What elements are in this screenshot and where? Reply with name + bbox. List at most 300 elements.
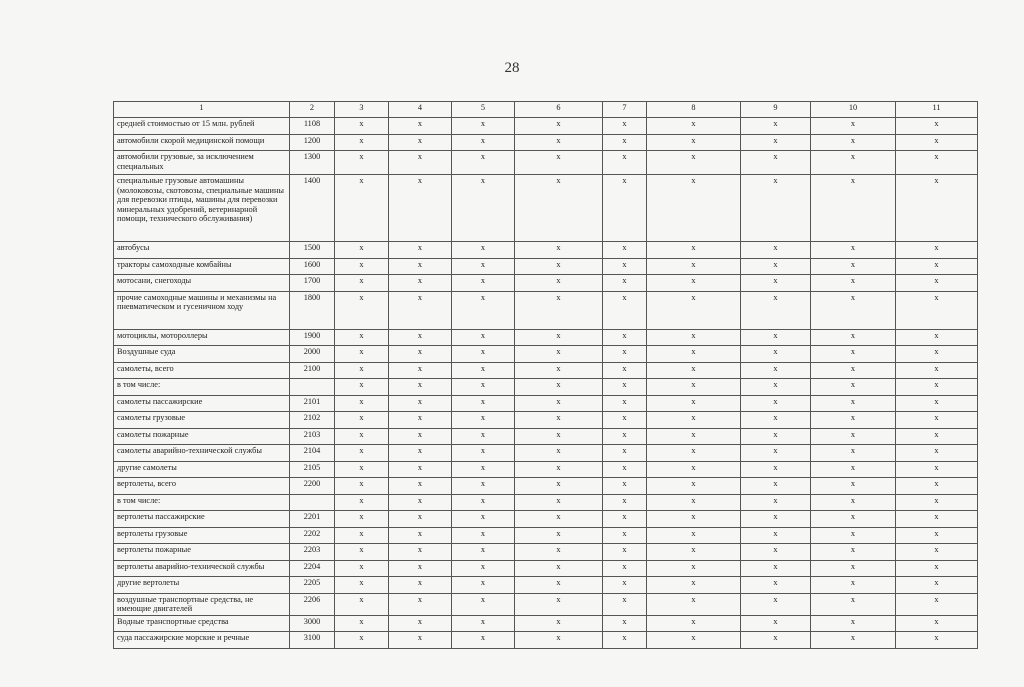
cell-x: x	[389, 412, 452, 429]
cell-x: x	[811, 362, 896, 379]
row-code: 2000	[290, 346, 335, 363]
row-name: автомобили скорой медицинской помощи	[114, 134, 290, 151]
cell-x: x	[389, 362, 452, 379]
cell-x: x	[389, 615, 452, 632]
cell-x: x	[389, 275, 452, 292]
cell-x: x	[603, 395, 647, 412]
row-name: воздушные транспортные средства, не имеющие двигателей	[114, 593, 290, 615]
row-code: 2206	[290, 593, 335, 615]
table-row	[114, 412, 978, 429]
column-header-6: 6	[515, 102, 603, 118]
cell-x: x	[896, 395, 978, 412]
column-header-4: 4	[389, 102, 452, 118]
row-code	[290, 379, 335, 396]
cell-x: x	[452, 395, 515, 412]
cell-x: x	[515, 461, 603, 478]
cell-x: x	[389, 428, 452, 445]
cell-x: x	[647, 118, 741, 135]
cell-x: x	[741, 379, 811, 396]
cell-x: x	[811, 428, 896, 445]
cell-x: x	[603, 258, 647, 275]
cell-x: x	[603, 544, 647, 561]
cell-x: x	[515, 329, 603, 346]
cell-x: x	[896, 560, 978, 577]
column-header-10: 10	[811, 102, 896, 118]
cell-x: x	[603, 511, 647, 528]
cell-x: x	[335, 511, 389, 528]
cell-x: x	[811, 412, 896, 429]
cell-x: x	[335, 329, 389, 346]
row-code: 2104	[290, 445, 335, 462]
row-name: самолеты грузовые	[114, 412, 290, 429]
cell-x: x	[811, 329, 896, 346]
cell-x: x	[515, 615, 603, 632]
cell-x: x	[811, 615, 896, 632]
cell-x: x	[452, 511, 515, 528]
cell-x: x	[896, 412, 978, 429]
cell-x: x	[603, 291, 647, 329]
table-row	[114, 275, 978, 292]
cell-x: x	[896, 494, 978, 511]
cell-x: x	[335, 527, 389, 544]
cell-x: x	[335, 346, 389, 363]
cell-x: x	[452, 577, 515, 594]
cell-x: x	[741, 593, 811, 615]
row-code: 2103	[290, 428, 335, 445]
table-row	[114, 461, 978, 478]
row-code: 1800	[290, 291, 335, 329]
cell-x: x	[335, 445, 389, 462]
cell-x: x	[811, 118, 896, 135]
cell-x: x	[335, 560, 389, 577]
cell-x: x	[896, 428, 978, 445]
row-name: Воздушные суда	[114, 346, 290, 363]
cell-x: x	[741, 412, 811, 429]
column-header-7: 7	[603, 102, 647, 118]
cell-x: x	[647, 593, 741, 615]
cell-x: x	[811, 593, 896, 615]
row-name: Водные транспортные средства	[114, 615, 290, 632]
cell-x: x	[603, 577, 647, 594]
cell-x: x	[335, 615, 389, 632]
cell-x: x	[515, 346, 603, 363]
cell-x: x	[896, 632, 978, 649]
cell-x: x	[741, 478, 811, 495]
cell-x: x	[603, 118, 647, 135]
cell-x: x	[389, 175, 452, 242]
table-row	[114, 346, 978, 363]
cell-x: x	[452, 494, 515, 511]
cell-x: x	[896, 527, 978, 544]
cell-x: x	[811, 527, 896, 544]
cell-x: x	[389, 461, 452, 478]
cell-x: x	[452, 544, 515, 561]
cell-x: x	[603, 242, 647, 259]
table-row	[114, 134, 978, 151]
cell-x: x	[389, 346, 452, 363]
cell-x: x	[741, 242, 811, 259]
cell-x: x	[811, 560, 896, 577]
cell-x: x	[647, 258, 741, 275]
cell-x: x	[603, 379, 647, 396]
cell-x: x	[896, 577, 978, 594]
table-row	[114, 560, 978, 577]
cell-x: x	[741, 445, 811, 462]
cell-x: x	[603, 329, 647, 346]
cell-x: x	[603, 362, 647, 379]
row-name: специальные грузовые автомашины (молоковозы, скотовозы, специальные машины для перевозки птицы, машины для перевозки минеральных удобрений, ветеринарной помощи, технического обслуживания)	[114, 175, 290, 242]
cell-x: x	[741, 329, 811, 346]
cell-x: x	[647, 151, 741, 175]
cell-x: x	[647, 577, 741, 594]
cell-x: x	[741, 632, 811, 649]
row-name: тракторы самоходные комбайны	[114, 258, 290, 275]
cell-x: x	[515, 560, 603, 577]
row-name: вертолеты пассажирские	[114, 511, 290, 528]
cell-x: x	[811, 445, 896, 462]
cell-x: x	[335, 593, 389, 615]
cell-x: x	[389, 593, 452, 615]
row-code: 2105	[290, 461, 335, 478]
cell-x: x	[452, 134, 515, 151]
row-code: 1200	[290, 134, 335, 151]
row-code: 2102	[290, 412, 335, 429]
cell-x: x	[335, 428, 389, 445]
cell-x: x	[603, 346, 647, 363]
cell-x: x	[896, 291, 978, 329]
cell-x: x	[603, 428, 647, 445]
row-name: в том числе:	[114, 379, 290, 396]
row-name: вертолеты, всего	[114, 478, 290, 495]
row-code: 3000	[290, 615, 335, 632]
cell-x: x	[389, 258, 452, 275]
table-row	[114, 478, 978, 495]
cell-x: x	[389, 560, 452, 577]
cell-x: x	[452, 175, 515, 242]
cell-x: x	[811, 175, 896, 242]
cell-x: x	[811, 291, 896, 329]
row-code: 2200	[290, 478, 335, 495]
cell-x: x	[335, 242, 389, 259]
row-code: 2205	[290, 577, 335, 594]
cell-x: x	[335, 362, 389, 379]
cell-x: x	[452, 118, 515, 135]
cell-x: x	[335, 461, 389, 478]
cell-x: x	[647, 329, 741, 346]
cell-x: x	[896, 175, 978, 242]
cell-x: x	[389, 242, 452, 259]
cell-x: x	[335, 494, 389, 511]
cell-x: x	[335, 544, 389, 561]
cell-x: x	[603, 478, 647, 495]
table-row	[114, 544, 978, 561]
cell-x: x	[335, 134, 389, 151]
cell-x: x	[452, 362, 515, 379]
column-header-3: 3	[335, 102, 389, 118]
row-code: 3100	[290, 632, 335, 649]
cell-x: x	[515, 175, 603, 242]
cell-x: x	[515, 632, 603, 649]
cell-x: x	[452, 242, 515, 259]
cell-x: x	[896, 544, 978, 561]
cell-x: x	[603, 615, 647, 632]
cell-x: x	[811, 151, 896, 175]
cell-x: x	[603, 494, 647, 511]
page-number: 28	[504, 60, 520, 76]
row-code: 2100	[290, 362, 335, 379]
row-code: 1500	[290, 242, 335, 259]
cell-x: x	[389, 632, 452, 649]
cell-x: x	[896, 615, 978, 632]
table-row	[114, 445, 978, 462]
cell-x: x	[452, 632, 515, 649]
cell-x: x	[741, 151, 811, 175]
table-row	[114, 593, 978, 615]
row-name: автобусы	[114, 242, 290, 259]
data-table	[113, 101, 978, 649]
cell-x: x	[389, 494, 452, 511]
cell-x: x	[515, 395, 603, 412]
cell-x: x	[452, 275, 515, 292]
cell-x: x	[896, 258, 978, 275]
cell-x: x	[603, 560, 647, 577]
cell-x: x	[741, 527, 811, 544]
cell-x: x	[389, 445, 452, 462]
cell-x: x	[896, 478, 978, 495]
row-name: самолеты пассажирские	[114, 395, 290, 412]
cell-x: x	[896, 151, 978, 175]
cell-x: x	[896, 242, 978, 259]
cell-x: x	[335, 379, 389, 396]
row-code: 2101	[290, 395, 335, 412]
table-row	[114, 151, 978, 175]
table-row	[114, 632, 978, 649]
cell-x: x	[811, 494, 896, 511]
cell-x: x	[603, 151, 647, 175]
cell-x: x	[741, 362, 811, 379]
cell-x: x	[647, 494, 741, 511]
cell-x: x	[647, 242, 741, 259]
cell-x: x	[515, 412, 603, 429]
cell-x: x	[647, 428, 741, 445]
cell-x: x	[603, 445, 647, 462]
cell-x: x	[515, 527, 603, 544]
cell-x: x	[647, 544, 741, 561]
cell-x: x	[452, 615, 515, 632]
cell-x: x	[741, 494, 811, 511]
cell-x: x	[647, 395, 741, 412]
cell-x: x	[647, 175, 741, 242]
row-name: прочие самоходные машины и механизмы на пневматическом и гусеничном ходу	[114, 291, 290, 329]
cell-x: x	[515, 511, 603, 528]
cell-x: x	[515, 291, 603, 329]
cell-x: x	[647, 346, 741, 363]
cell-x: x	[603, 412, 647, 429]
cell-x: x	[896, 461, 978, 478]
row-code: 1700	[290, 275, 335, 292]
cell-x: x	[452, 445, 515, 462]
row-name: другие самолеты	[114, 461, 290, 478]
row-name: вертолеты аварийно-технической службы	[114, 560, 290, 577]
cell-x: x	[452, 560, 515, 577]
cell-x: x	[452, 329, 515, 346]
cell-x: x	[515, 593, 603, 615]
cell-x: x	[389, 544, 452, 561]
cell-x: x	[515, 134, 603, 151]
cell-x: x	[647, 412, 741, 429]
row-name: в том числе:	[114, 494, 290, 511]
cell-x: x	[452, 527, 515, 544]
cell-x: x	[335, 151, 389, 175]
cell-x: x	[741, 118, 811, 135]
cell-x: x	[603, 275, 647, 292]
cell-x: x	[647, 632, 741, 649]
cell-x: x	[603, 632, 647, 649]
cell-x: x	[811, 632, 896, 649]
column-header-8: 8	[647, 102, 741, 118]
cell-x: x	[335, 577, 389, 594]
cell-x: x	[811, 258, 896, 275]
row-code: 1300	[290, 151, 335, 175]
cell-x: x	[811, 511, 896, 528]
cell-x: x	[515, 445, 603, 462]
table-header-row	[114, 102, 978, 118]
cell-x: x	[647, 527, 741, 544]
table-row	[114, 511, 978, 528]
cell-x: x	[647, 134, 741, 151]
row-name: мотосани, снегоходы	[114, 275, 290, 292]
cell-x: x	[647, 275, 741, 292]
cell-x: x	[335, 175, 389, 242]
cell-x: x	[515, 362, 603, 379]
cell-x: x	[515, 577, 603, 594]
cell-x: x	[896, 593, 978, 615]
cell-x: x	[515, 275, 603, 292]
row-name: другие вертолеты	[114, 577, 290, 594]
row-code: 1900	[290, 329, 335, 346]
cell-x: x	[335, 632, 389, 649]
cell-x: x	[515, 379, 603, 396]
cell-x: x	[389, 478, 452, 495]
cell-x: x	[452, 379, 515, 396]
row-name: самолеты аварийно-технической службы	[114, 445, 290, 462]
cell-x: x	[896, 134, 978, 151]
row-code: 1600	[290, 258, 335, 275]
row-code	[290, 494, 335, 511]
cell-x: x	[896, 445, 978, 462]
cell-x: x	[647, 362, 741, 379]
cell-x: x	[647, 291, 741, 329]
cell-x: x	[603, 593, 647, 615]
cell-x: x	[741, 461, 811, 478]
cell-x: x	[452, 428, 515, 445]
table-row	[114, 258, 978, 275]
cell-x: x	[741, 346, 811, 363]
table-row	[114, 379, 978, 396]
table-row	[114, 428, 978, 445]
cell-x: x	[811, 478, 896, 495]
cell-x: x	[452, 478, 515, 495]
cell-x: x	[647, 511, 741, 528]
cell-x: x	[389, 511, 452, 528]
table-row	[114, 395, 978, 412]
cell-x: x	[389, 118, 452, 135]
table-row	[114, 291, 978, 329]
cell-x: x	[647, 461, 741, 478]
row-code: 1400	[290, 175, 335, 242]
cell-x: x	[896, 346, 978, 363]
cell-x: x	[741, 511, 811, 528]
row-code: 1108	[290, 118, 335, 135]
cell-x: x	[515, 478, 603, 495]
cell-x: x	[741, 134, 811, 151]
cell-x: x	[896, 329, 978, 346]
cell-x: x	[515, 118, 603, 135]
table-row	[114, 494, 978, 511]
table-row	[114, 577, 978, 594]
cell-x: x	[741, 428, 811, 445]
cell-x: x	[896, 511, 978, 528]
table-row	[114, 118, 978, 135]
cell-x: x	[515, 258, 603, 275]
cell-x: x	[335, 258, 389, 275]
cell-x: x	[452, 461, 515, 478]
row-name: суда пассажирские морские и речные	[114, 632, 290, 649]
cell-x: x	[896, 118, 978, 135]
cell-x: x	[452, 346, 515, 363]
row-name: самолеты, всего	[114, 362, 290, 379]
cell-x: x	[647, 560, 741, 577]
cell-x: x	[741, 544, 811, 561]
cell-x: x	[335, 291, 389, 329]
cell-x: x	[647, 445, 741, 462]
cell-x: x	[741, 258, 811, 275]
cell-x: x	[811, 346, 896, 363]
cell-x: x	[515, 544, 603, 561]
cell-x: x	[811, 379, 896, 396]
cell-x: x	[741, 291, 811, 329]
cell-x: x	[335, 118, 389, 135]
cell-x: x	[389, 527, 452, 544]
cell-x: x	[452, 258, 515, 275]
cell-x: x	[389, 329, 452, 346]
column-header-2: 2	[290, 102, 335, 118]
column-header-9: 9	[741, 102, 811, 118]
cell-x: x	[515, 151, 603, 175]
column-header-11: 11	[896, 102, 978, 118]
row-name: автомобили грузовые, за исключением специальных	[114, 151, 290, 175]
row-name: средней стоимостью от 15 млн. рублей	[114, 118, 290, 135]
table-row	[114, 527, 978, 544]
cell-x: x	[811, 275, 896, 292]
cell-x: x	[389, 577, 452, 594]
cell-x: x	[811, 544, 896, 561]
cell-x: x	[647, 478, 741, 495]
column-header-1: 1	[114, 102, 290, 118]
cell-x: x	[515, 428, 603, 445]
row-name: вертолеты грузовые	[114, 527, 290, 544]
cell-x: x	[741, 560, 811, 577]
column-header-5: 5	[452, 102, 515, 118]
row-code: 2203	[290, 544, 335, 561]
row-code: 2202	[290, 527, 335, 544]
cell-x: x	[603, 461, 647, 478]
cell-x: x	[452, 151, 515, 175]
cell-x: x	[811, 461, 896, 478]
row-code: 2201	[290, 511, 335, 528]
row-name: мотоциклы, мотороллеры	[114, 329, 290, 346]
cell-x: x	[515, 242, 603, 259]
